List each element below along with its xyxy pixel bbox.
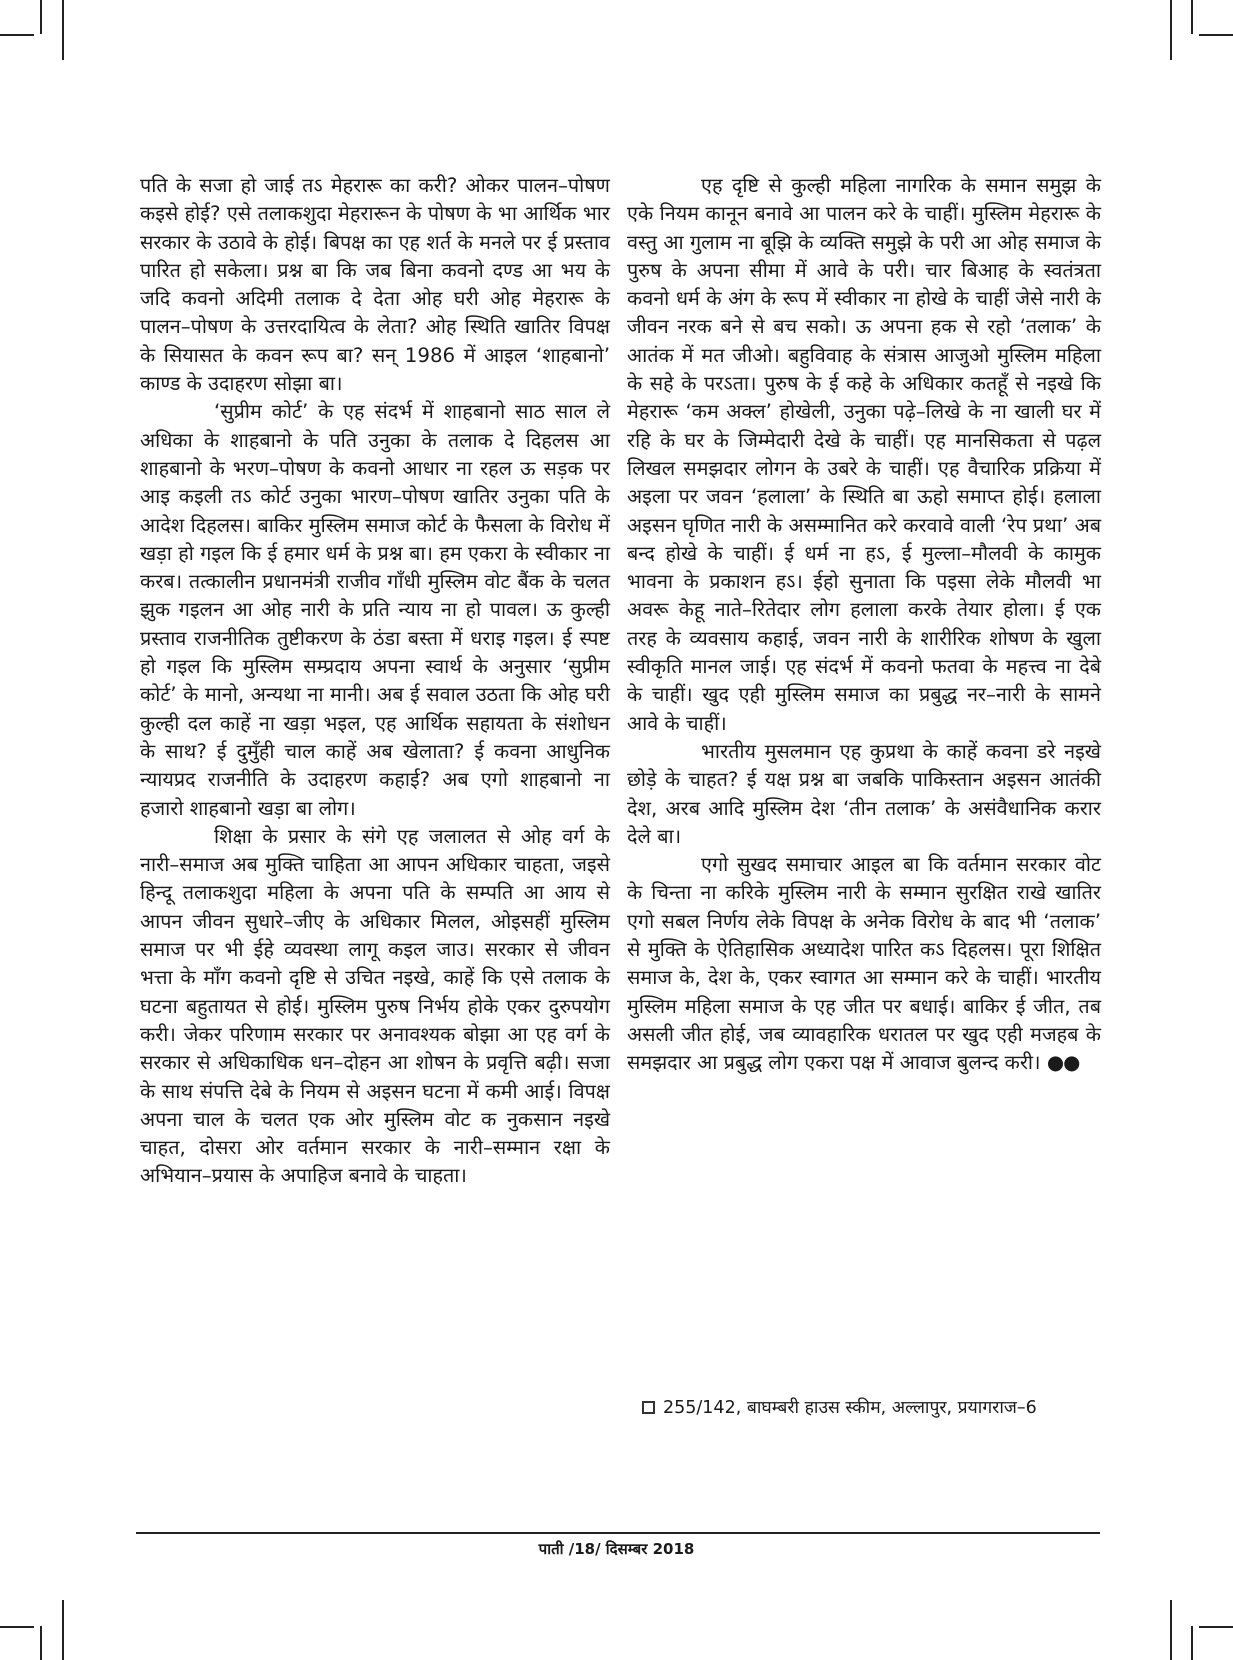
crop-mark: [0, 34, 34, 36]
crop-mark: [1199, 34, 1233, 36]
right-paragraph-2: भारतीय मुसलमान एह कुप्रथा के काहें कवना डरे नइखे छोड़े के चाहत? ई यक्ष प्रश्न बा जबकि पाकिस्तान अइसन आतंकी देश, अरब आदि मुस्लिम देश ‘तीन तलाक’ के असंवैधानिक करार देले बा।: [627, 739, 1101, 848]
crop-mark: [40, 1626, 42, 1660]
crop-mark: [1199, 1626, 1233, 1628]
left-paragraph-3: शिक्षा के प्रसार के संगे एह जलालत से ओह वर्ग के नारी–समाज अब मुक्ति चाहिता आ आपन अधिकार चाहता, जइसे हिन्दू तलाकशुदा महिला के अपना पति के सम्पति आ आय से आपन जीवन सुधारे–जीए के अधिकार मिलल, ओइसहीं मुस्लिम समाज पर भी ईहे व्यवस्था लागू कइल जाउ। सरकार से जीवन भत्ता के माँग कवनो दृष्टि से उचित नइखे, काहें कि एसे तलाक के घटना बहुतायत से होई। मुस्लिम पुरुष निर्भय होके एकर दुरुपयोग करी। जेकर परिणाम सरकार पर अनावश्यक बोझा आ एह वर्ग के सरकार से अधिकाधिक धन–दोहन आ शोषन के प्रवृत्ति बढ़ी। सजा के साथ संपत्ति देबे के नियम से अइसन घटना में कमी आई। विपक्ष अपना चाल के चलत एक ओर मुस्लिम वोट क नुकसान नइखे चाहत, दोसरा ओर वर्तमान सरकार के नारी–सम्मान रक्षा के अभियान–प्रयास के अपाहिज बनावे के चाहता।: [140, 824, 610, 1188]
right-paragraph-1: एह दृष्टि से कुल्ही महिला नागरिक के समान समुझ के एके नियम कानून बनावे आ पालन करे के चाहीं। मुस्लिम मेहरारू के वस्तु आ गुलाम ना बूझि के व्यक्ति समुझे के परी आ ओह समाज के पुरुष के अपना सीमा में आवे के परी। चार बिआह के स्वतंत्रता कवनो धर्म के अंग के रूप में स्वीकार ना होखे के चाहीं जेसे नारी के जीवन नरक बने से बच सको। ऊ अपना हक से रहो ‘तलाक’ के आतंक में मत जीओ। बहुविवाह के संत्रास आजुओ मुस्लिम महिला के सहे के परऽता। पुरुष के ई कहे के अधिकार कतहूँ से नइखे कि मेहरारू ‘कम अक्ल’ होखेली, उनुका पढ़े–लिखे के ना खाली घर में रहि के घर के जिम्मेदारी देखे के चाहीं। एह मानसिकता से पढ़ल लिखल समझदार लोगन के उबरे के चाहीं। एह वैचारिक प्रक्रिया में अइला पर जवन ‘हलाला’ के स्थिति बा ऊहो समाप्त होई। हलाला अइसन घृणित नारी के असम्मानित करे करवावे वाली ‘रेप प्रथा’ अब बन्द होखे के चाहीं। ई धर्म ना हऽ, ई मुल्ला–मौलवी के कामुक भावना के प्रकाशन हऽ। ईहो सुनाता कि पइसा लेके मौलवी भा अवरू केहू नाते–रितेदार लोग हलाला करके तेयार होला। ई एक तरह के व्यवसाय कहाई, जवन नारी के शारीरिक शोषण के खुला स्वीकृति मानल जाई। एह संदर्भ में कवनो फतवा के महत्त्व ना देबे के चाहीं। खुद एही मुस्लिम समाज का प्रबुद्ध नर–नारी के सामने आवे के चाहीं।: [627, 174, 1101, 735]
crop-mark: [1170, 0, 1172, 60]
end-marks: ●●: [1046, 1051, 1080, 1075]
footer-rule: [136, 1532, 1100, 1534]
checkbox-square-icon: [642, 1401, 655, 1414]
right-paragraph-3: [627, 851, 1101, 1077]
crop-mark: [62, 1600, 64, 1660]
crop-mark: [1191, 1626, 1193, 1660]
right-paragraph-3-text: एगो सुखद समाचार आइल बा कि वर्तमान सरकार वोट के चिन्ता ना करिके मुस्लिम नारी के सम्मान सुरक्षित राखे खातिर एगो सबल निर्णय लेके विपक्ष के अनेक विरोध के बाद भी ‘तलाक’ से मुक्ति के ऐतिहासिक अध्यादेश पारित कऽ दिहलस। पूरा शिक्षित समाज के, देश के, एकर स्वागत आ सम्मान करे के चाहीं। भारतीय मुस्लिम महिला समाज के एह जीत पर बधाई। बाकिर ई जीत, तब असली जीत होई, जब व्यावहारिक धरातल पर खुद एही मजहब के समझदार आ प्रबुद्ध लोग एकरा पक्ष में आवाज बुलन्द करी।: [627, 853, 1101, 1075]
left-paragraph-2: ‘सुप्रीम कोर्ट’ के एह संदर्भ में शाहबानो साठ साल ले अधिका के शाहबानो के पति उनुका के तलाक दे दिहलस आ शाहबानो के भरण–पोषण के कवनो आधार ना रहल ऊ सड़क पर आइ कइली तऽ कोर्ट उनुका भारण–पोषण खातिर उनुका पति के आदेश दिहलस। बाकिर मुस्लिम समाज कोर्ट के फैसला के विरोध में खड़ा हो गइल कि ई हमार धर्म के प्रश्न बा। हम एकरा के स्वीकार ना करब। तत्कालीन प्रधानमंत्री राजीव गाँधी मुस्लिम वोट बैंक के चलत झुक गइलन आ ओह नारी के प्रति न्याय ना हो पावल। ऊ कुल्ही प्रस्ताव राजनीतिक तुष्टीकरण के ठंडा बस्ता में धराइ गइल। ई स्पष्ट हो गइल कि मुस्लिम सम्प्रदाय अपना स्वार्थ के अनुसार ‘सुप्रीम कोर्ट’ के मानो, अन्यथा ना मानी। अब ई सवाल उठता कि ओह घरी कुल्ही दल काहें ना खड़ा भइल, एह आर्थिक सहायता के संशोधन के साथ? ई दुमुँही चाल काहें अब खेलाता? ई कवना आधुनिक न्यायप्रद राजनीति के उदाहरण कहाई? अब एगो शाहबानो ना हजारो शाहबानो खड़ा बा लोग।: [140, 400, 610, 820]
crop-mark: [40, 0, 42, 34]
page-footer: पाती /18/ दिसम्बर 2018: [538, 1540, 695, 1558]
author-address: [642, 1396, 1102, 1420]
left-paragraph-1: पति के सजा हो जाई तऽ मेहरारू का करी? ओकर पालन–पोषण कइसे होई? एसे तलाकशुदा मेहरारून के पोषण के भा आर्थिक भार सरकार के उठावे के होई। बिपक्ष का एह शर्त के मनले पर ई प्रस्ताव पारित हो सकेला। प्रश्न बा कि जब बिना कवनो दण्ड आ भय के जदि कवनो अदिमी तलाक दे देता ओह घरी ओह मेहरारू के पालन–पोषण के उत्तरदायित्व के लेता? ओह स्थिति खातिर विपक्ष के सियासत के कवन रूप बा? सन् 1986 में आइल ‘शाहबानो’ काण्ड के उदाहरण सोझा बा।: [140, 174, 610, 396]
crop-mark: [1170, 1600, 1172, 1660]
address-text: 255/142, बाघम्बरी हाउस स्कीम, अल्लापुर, प्रयागराज–6: [663, 1398, 1037, 1418]
right-column: [627, 172, 1101, 1078]
crop-mark: [1191, 0, 1193, 34]
left-column: [140, 172, 610, 1191]
crop-mark: [62, 0, 64, 60]
crop-mark: [0, 1626, 34, 1628]
